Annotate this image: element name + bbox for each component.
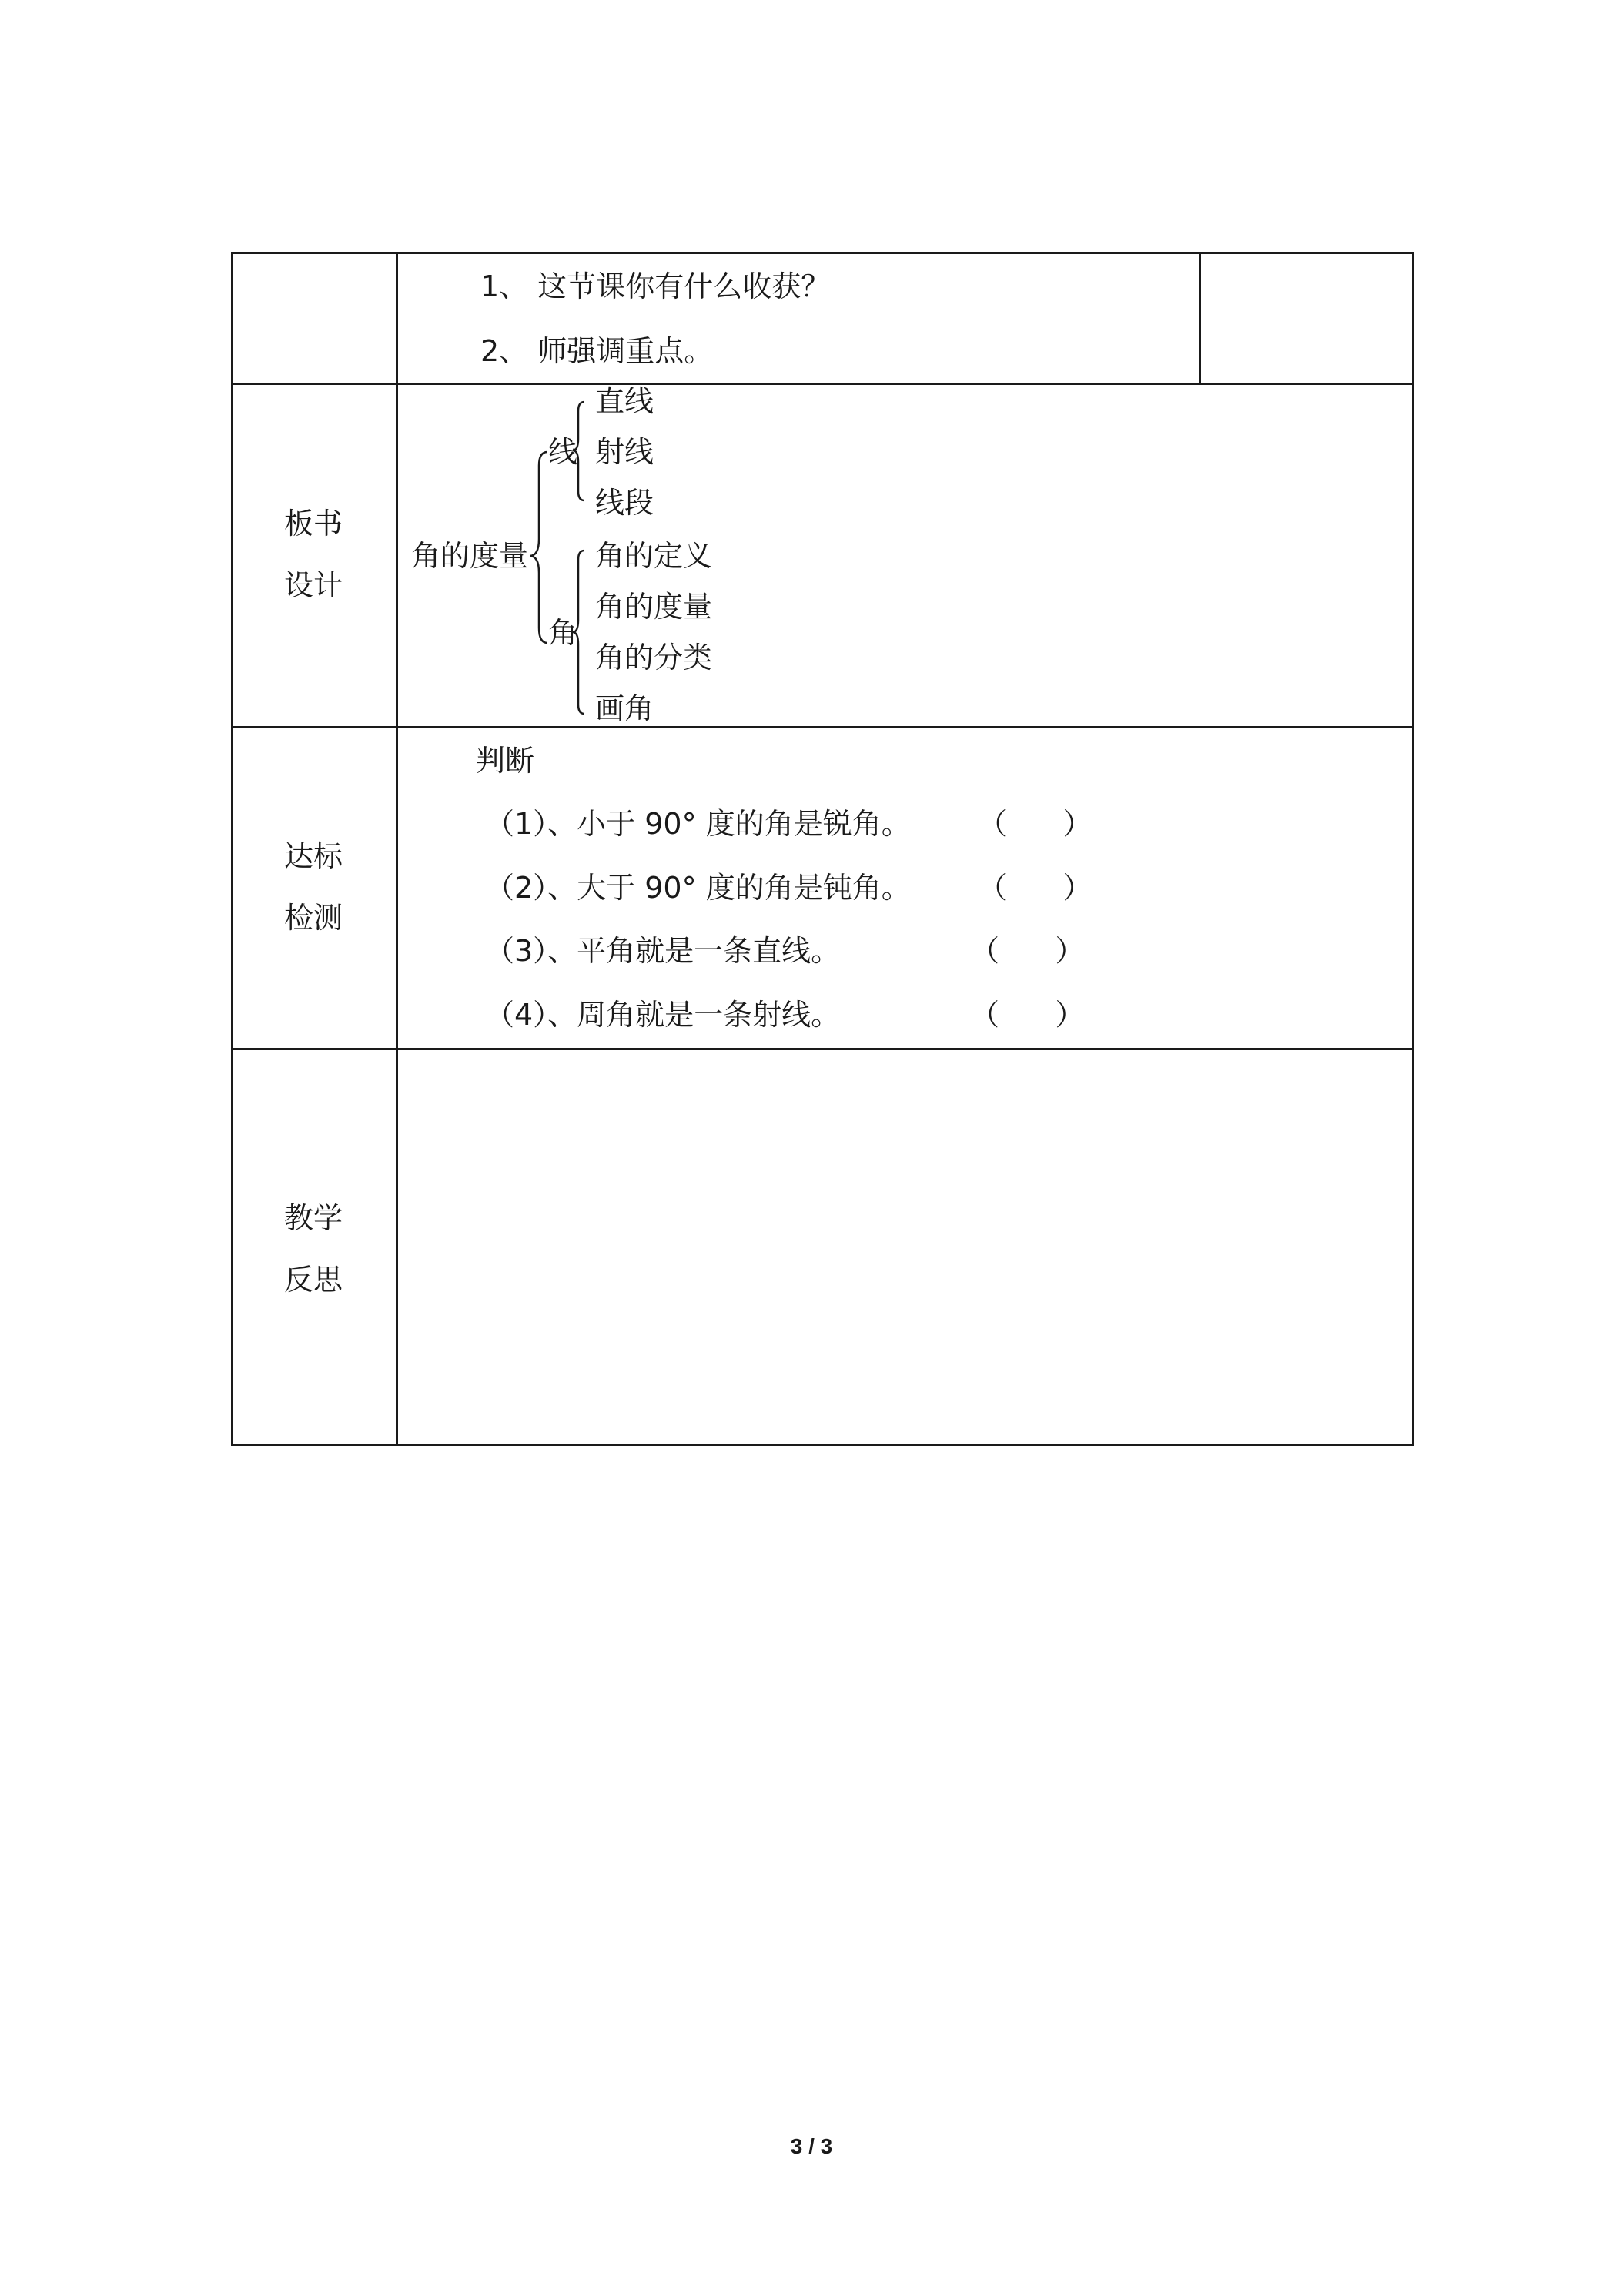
- answer-blank: （ ）: [970, 934, 1085, 968]
- column-divider: [396, 252, 398, 1446]
- check-question: （3）、平角就是一条直线。: [485, 934, 841, 968]
- column-divider: [1199, 252, 1201, 385]
- row-label-board-design: [231, 493, 396, 616]
- answer-blank: （ ）: [978, 807, 1093, 841]
- row-divider: [231, 383, 1414, 385]
- board-item: 线段: [595, 486, 654, 520]
- board-item: 角的分类: [595, 641, 713, 674]
- row-label-line: 教学: [283, 1201, 343, 1235]
- page-number: 3 / 3: [790, 2134, 833, 2158]
- answer-blank: （ ）: [978, 871, 1093, 905]
- check-question: （4）、周角就是一条射线。: [485, 998, 841, 1032]
- board-item: 角的定义: [595, 539, 713, 573]
- row-divider: [231, 1048, 1414, 1050]
- table-border-top: [231, 252, 1414, 254]
- check-heading: 判断: [476, 744, 535, 778]
- summary-item: 1、 这节课你有什么收获？: [480, 269, 831, 303]
- board-item: 直线: [595, 384, 654, 418]
- row-label-line: 达标: [283, 839, 343, 873]
- board-item: 角的度量: [595, 590, 713, 624]
- board-branch-angle: 角: [548, 616, 578, 650]
- board-branch-line: 线: [548, 435, 578, 469]
- board-item: 射线: [595, 435, 654, 469]
- check-question: （1）、小于 90° 度的角是锐角。: [485, 807, 911, 841]
- row-label-reflection: [231, 1187, 396, 1310]
- row-label-line: 检测: [283, 901, 343, 935]
- answer-blank: （ ）: [970, 998, 1085, 1032]
- row-divider: [231, 726, 1414, 728]
- row-label-line: 反思: [283, 1263, 343, 1297]
- row-label-line: 板书: [283, 507, 343, 541]
- table-border-bottom: [231, 1444, 1414, 1446]
- row-label-check: [231, 825, 396, 949]
- check-question: （2）、大于 90° 度的角是钝角。: [485, 871, 911, 905]
- board-item: 画角: [595, 691, 654, 725]
- table-border-right: [1412, 252, 1414, 1446]
- summary-item: 2、 师强调重点。: [480, 334, 714, 368]
- outer-brace: [530, 452, 547, 643]
- board-root-title: 角的度量: [411, 539, 529, 573]
- row-label-line: 设计: [283, 568, 343, 602]
